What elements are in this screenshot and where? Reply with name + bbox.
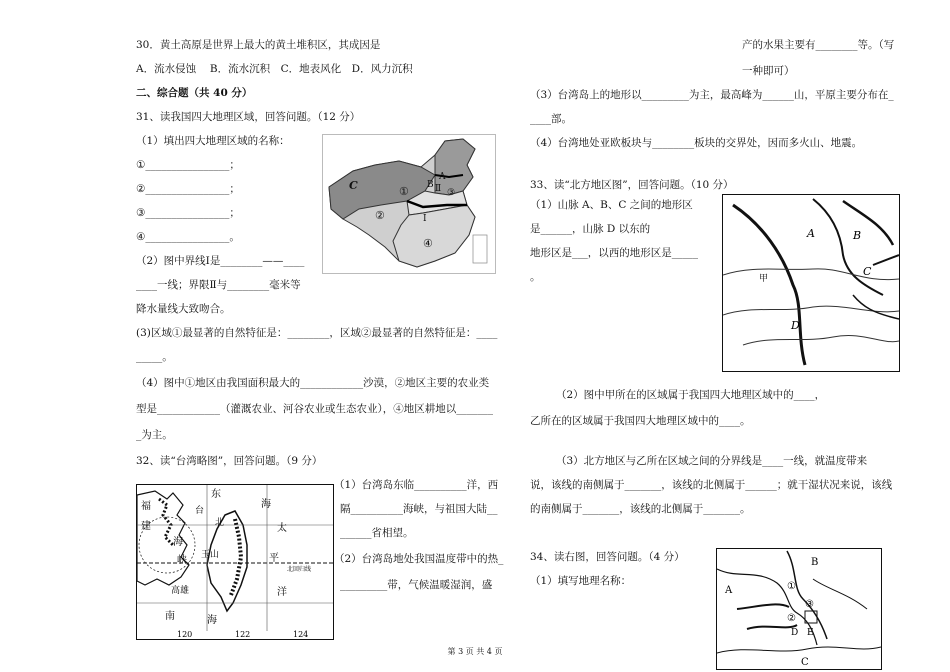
- taiwan-label-lon-122: 122: [235, 630, 251, 639]
- taiwan-label-hai-east: 海: [261, 499, 271, 510]
- taiwan-label-yang: 洋: [277, 587, 287, 598]
- china-regions-map: [322, 134, 496, 274]
- taiwan-label-yushan: 玉山: [201, 550, 220, 560]
- north-map-label-b: B: [853, 229, 862, 242]
- north-map-graphic: [723, 195, 899, 371]
- taiwan-label-jian: 建: [141, 521, 151, 532]
- q34-map-label-3: ③: [805, 599, 814, 610]
- q31-part3-line2: _____。: [136, 351, 173, 363]
- q34-map-label-2: ②: [787, 613, 796, 624]
- q34-map-label-b: B: [811, 557, 819, 568]
- q33-part1-line2: 是______，山脉 D 以东的: [530, 223, 651, 235]
- q31-blank-3[interactable]: ③________________；: [136, 207, 240, 219]
- q33-part1-line1: （1）山脉 A、B、C 之间的地形区: [530, 199, 693, 211]
- china-map-label-c: C: [349, 179, 358, 192]
- taiwan-label-pacific: 太: [277, 523, 287, 534]
- china-map-label-4: ④: [423, 237, 433, 250]
- q31-part3-line1: (3)区域①最显著的自然特征是：________，区域②最显著的自然特征是：____: [136, 327, 498, 339]
- china-map-label-ii: Ⅱ: [435, 184, 442, 194]
- china-map-label-3: ③: [447, 188, 456, 198]
- taiwan-label-bei: 北: [215, 518, 225, 528]
- taiwan-label-lon-120: 120: [177, 630, 193, 639]
- q30-text: 30．黄土高原是世界上最大的黄土堆积区，其成因是: [136, 39, 381, 51]
- q33-text: 33、读“北方地区图”，回答问题。（10 分）: [530, 179, 734, 191]
- china-map-label-b: B: [427, 180, 434, 190]
- china-map-graphic: [323, 135, 495, 273]
- section-2-heading: 二、综合题（共 40 分）: [136, 87, 253, 99]
- taiwan-label-hai-strait: 海: [173, 537, 183, 548]
- q31-part2-line3: 降水量线大致吻合。: [136, 303, 231, 315]
- q33-part3-line1: （3）北方地区与乙所在区域之间的分界线是____一线，就温度带来: [556, 455, 868, 467]
- q32-fruit-line2: 一种即可）: [742, 65, 795, 77]
- q33-part2-line2: 乙所在的区域属于我国四大地理区域中的____。: [530, 415, 751, 427]
- q34-map-label-1: ①: [787, 581, 796, 592]
- q33-part1-line4: 。: [530, 271, 541, 283]
- q31-part2-line1: （2）图中界线Ⅰ是________——____: [136, 255, 305, 267]
- north-map-label-c: C: [863, 265, 872, 278]
- q31-part4-line1: （4）图中①地区由我国面积最大的____________沙漠，②地区主要的农业类: [136, 377, 490, 389]
- q31-blank-1[interactable]: ①________________；: [136, 159, 240, 171]
- q34-map-label-e: E: [807, 628, 814, 638]
- q33-part3-line2: 说，该线的南侧属于_______，该线的北侧属于______；就干湿状况来说，该线: [530, 479, 893, 491]
- taiwan-label-ping: 平: [269, 553, 279, 564]
- taiwan-label-gaoxiong: 高雄: [171, 586, 190, 596]
- taiwan-label-tai: 台: [195, 506, 205, 516]
- taiwan-label-fu: 福: [141, 501, 151, 512]
- q31-blank-2[interactable]: ②________________；: [136, 183, 240, 195]
- q32-part4: （4）台湾地处亚欧板块与________板块的交界处，因而多火山、地震。: [530, 137, 863, 149]
- q32-part1-line2: 隔__________海峡，与祖国大陆__: [340, 503, 498, 515]
- taiwan-label-dong: 东: [211, 489, 221, 500]
- north-region-map: [722, 194, 900, 372]
- q34-map-label-a: A: [725, 585, 733, 596]
- china-map-label-1: ①: [399, 185, 409, 198]
- north-map-label-jia: 甲: [759, 274, 769, 284]
- china-map-label-a: A: [439, 172, 446, 182]
- q31-text: 31、读我国四大地理区域，回答问题。（12 分）: [136, 111, 361, 123]
- taiwan-map: [136, 484, 334, 640]
- taiwan-label-hai-south: 海: [207, 615, 217, 626]
- taiwan-label-tropic: 北回归线: [287, 566, 312, 573]
- q31-part4-line2: 型是____________（灌溉农业、河谷农业或生态农业），④地区耕地以_______: [136, 403, 493, 415]
- q33-part3-line3: 的南侧属于_______，该线的北侧属于_______。: [530, 503, 751, 515]
- q34-part1: （1）填写地理名称：: [530, 575, 632, 587]
- taiwan-label-xia: 峡: [177, 555, 187, 566]
- q32-part1-line3: ______省相望。: [340, 527, 414, 539]
- q33-part2-line1: （2）图中甲所在的区域属于我国四大地理区域中的____，: [556, 389, 826, 401]
- q32-part1-line1: （1）台湾岛东临__________洋，西: [334, 479, 499, 491]
- north-map-label-d: D: [791, 319, 800, 332]
- page-footer: 第 3 页 共 4 页: [447, 647, 503, 656]
- q32-part3-line2: ____部。: [530, 113, 572, 125]
- q31-part4-line3: _为主。: [136, 429, 173, 441]
- q30-options: A．流水侵蚀 B．流水沉积 C．地表风化 D．风力沉积: [136, 63, 413, 75]
- china-map-label-i: Ⅰ: [423, 214, 427, 224]
- q32-part2-line1: （2）台湾岛地处我国温度带中的热_: [334, 553, 504, 565]
- q31-blank-4[interactable]: ④________________。: [136, 231, 240, 243]
- taiwan-map-graphic: [137, 485, 333, 639]
- q34-map-label-d: D: [791, 628, 799, 638]
- q33-part1-line3: 地形区是___，以西的地形区是_____: [530, 247, 698, 259]
- q32-part2-line2: _________带，气候温暖湿润，盛: [340, 579, 493, 591]
- q32-fruit-line1: 产的水果主要有________等。（写: [742, 39, 895, 51]
- q31-part1: （1）填出四大地理区域的名称：: [136, 135, 290, 147]
- taiwan-label-nan: 南: [165, 611, 175, 622]
- q32-part3-line1: （3）台湾岛上的地形以_________为主，最高峰为______山，平原主要分布在_: [530, 89, 894, 101]
- china-map-label-2: ②: [375, 209, 385, 222]
- north-map-label-a: A: [807, 227, 815, 240]
- q32-text: 32、读“台湾略图”，回答问题。（9 分）: [136, 455, 323, 467]
- q34-map-label-c: C: [801, 657, 809, 668]
- q34-text: 34、读右图，回答问题。（4 分）: [530, 551, 685, 563]
- taiwan-label-lon-124: 124: [293, 630, 309, 639]
- q31-part2-line2: ____一线；界限Ⅱ与________毫米等: [136, 279, 301, 291]
